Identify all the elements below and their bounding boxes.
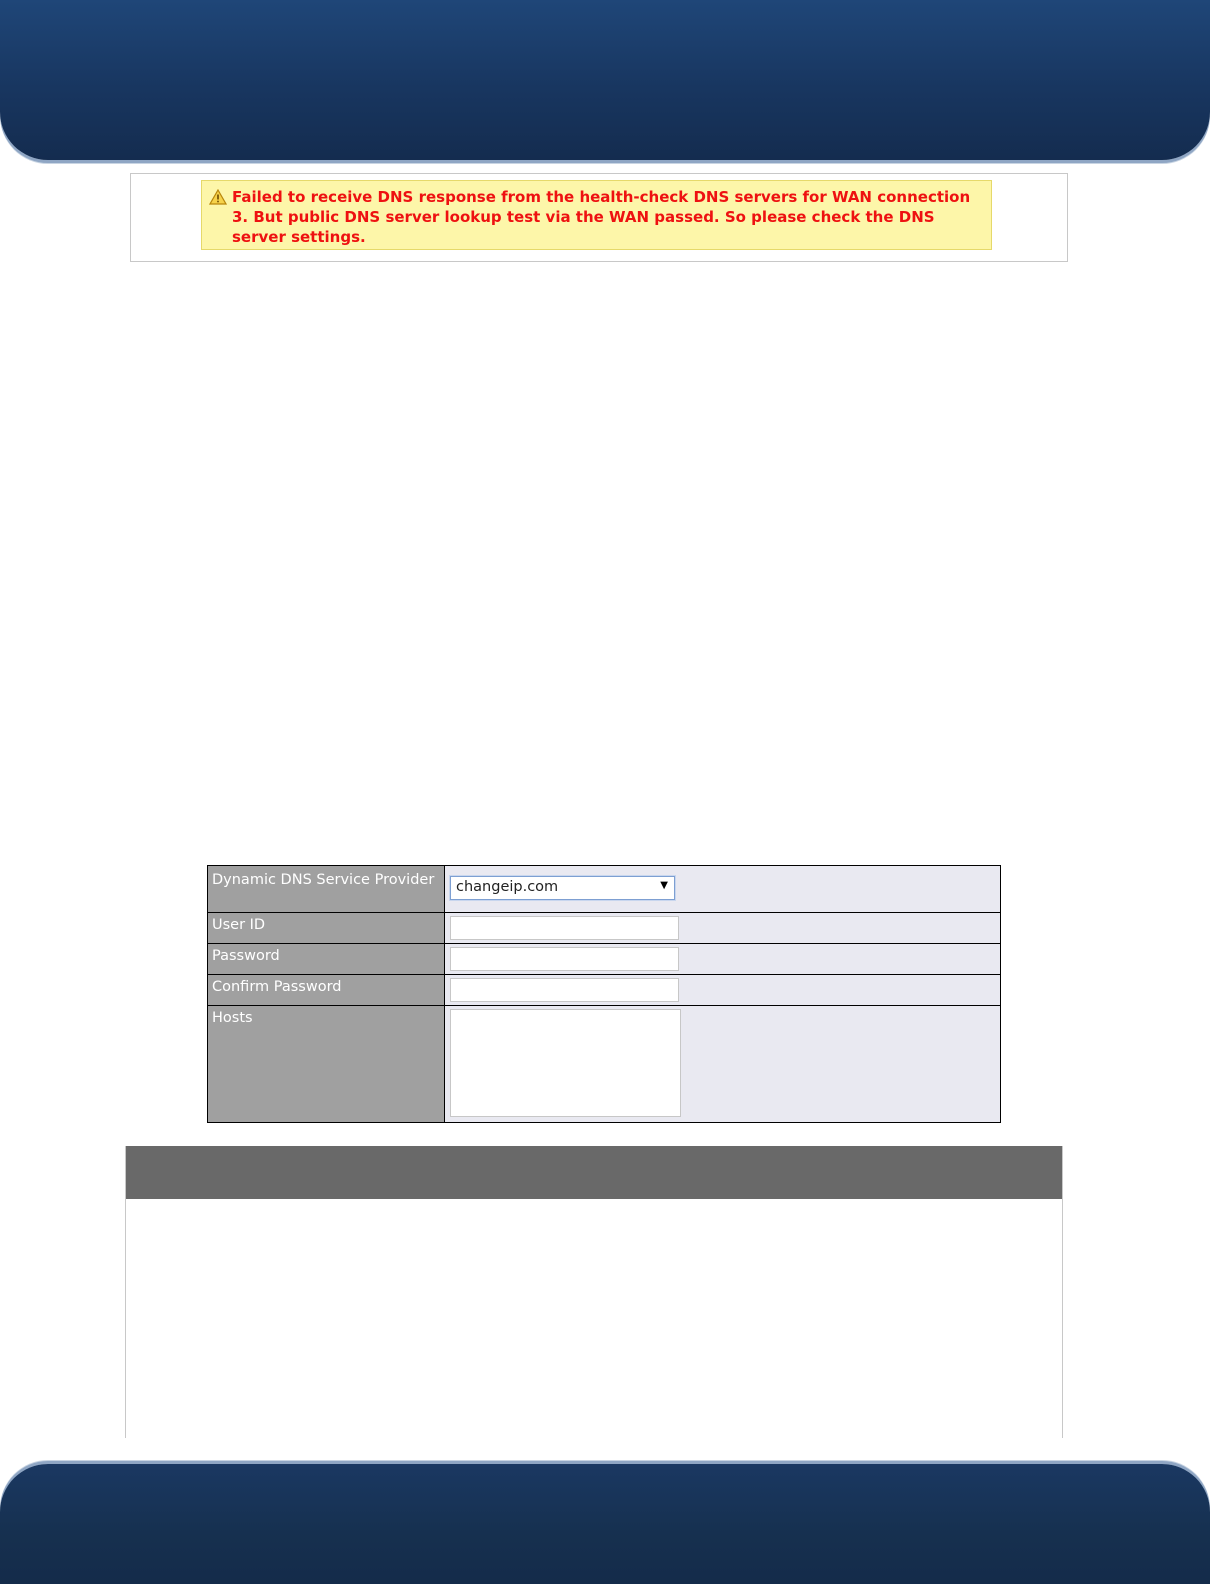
bottom-banner (0, 1464, 1210, 1584)
warning-message-box (201, 180, 992, 250)
row-provider (208, 866, 1000, 913)
provider-select-value: changeip.com (456, 879, 559, 895)
dropdown-arrow-icon: ▼ (660, 880, 668, 891)
provider-label: Dynamic DNS Service Provider (208, 866, 445, 912)
warning-notice (130, 173, 1068, 262)
hosts-cell (446, 1006, 1000, 1122)
confirm-password-cell (446, 975, 1000, 1005)
warning-triangle-icon (209, 189, 227, 205)
section-header (126, 1146, 1062, 1199)
provider-cell (446, 866, 1000, 912)
row-confirm-password (208, 975, 1000, 1006)
row-hosts (208, 1006, 1000, 1122)
user-id-label: User ID (208, 913, 445, 943)
warning-text: Failed to receive DNS response from the health-check DNS servers for WAN connection 3. But public DNS server lookup test via the WAN passed. So please check the DNS server settings. (232, 188, 971, 246)
confirm-password-label: Confirm Password (208, 975, 445, 1005)
dynamic-dns-form (207, 865, 1001, 1123)
section-panel (125, 1146, 1063, 1438)
row-password (208, 944, 1000, 975)
user-id-input[interactable] (450, 916, 679, 940)
row-user-id (208, 913, 1000, 944)
confirm-password-input[interactable] (450, 978, 679, 1002)
hosts-textarea[interactable] (450, 1009, 681, 1117)
provider-select[interactable] (450, 876, 675, 900)
password-label: Password (208, 944, 445, 974)
password-input[interactable] (450, 947, 679, 971)
hosts-label: Hosts (208, 1006, 445, 1122)
password-cell (446, 944, 1000, 974)
top-banner (0, 0, 1210, 160)
user-id-cell (446, 913, 1000, 943)
